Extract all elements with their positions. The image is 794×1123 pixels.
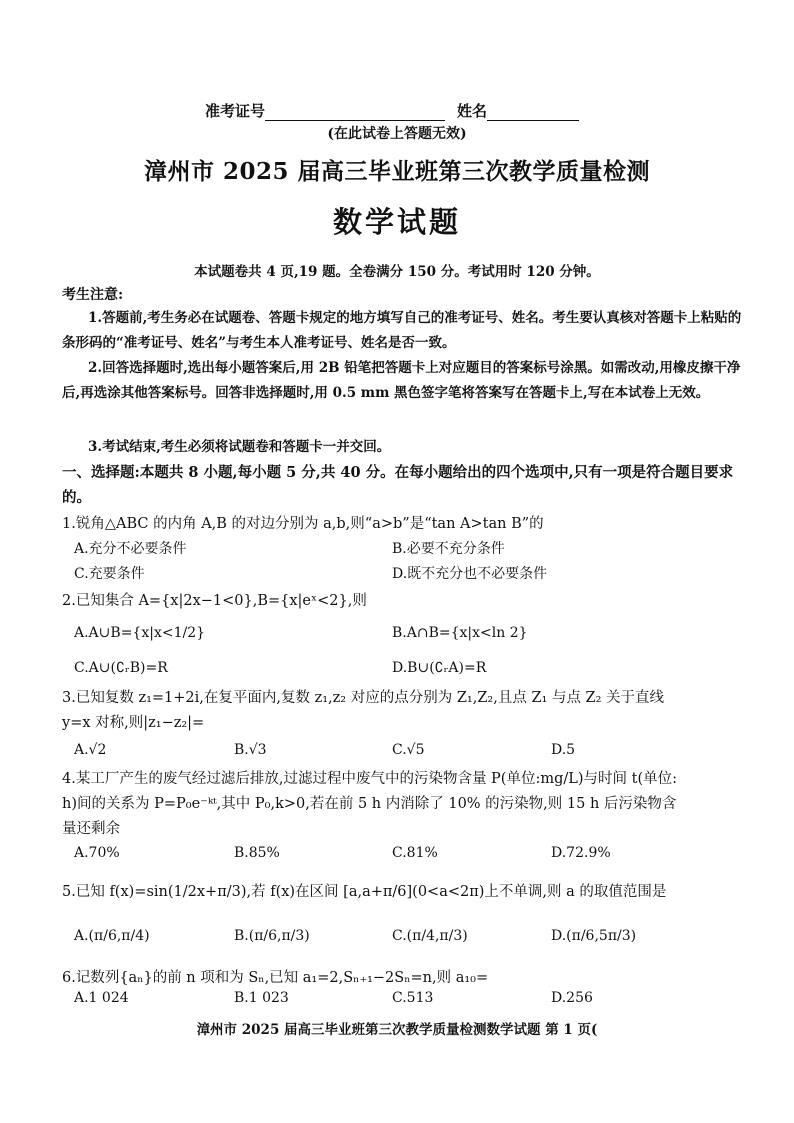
q4-option-b: B.85% — [234, 845, 280, 861]
page-footer: 漳州市 2025 届高三毕业班第三次教学质量检测数学试题 第 1 页( — [196, 1022, 598, 1038]
question-3-stem-line2: y=x 对称,则|z₁−z₂|= — [62, 715, 205, 731]
name-label: 姓名 — [457, 102, 488, 120]
q2-option-c: C.A∪(∁ᵣB)=R — [74, 660, 168, 676]
question-2-stem: 2.已知集合 A={x|2x−1<0},B={x|eˣ<2},则 — [62, 593, 367, 609]
question-3-stem-line1: 3.已知复数 z₁=1+2i,在复平面内,复数 z₁,z₂ 对应的点分别为 Z₁,Z₂,且点 Z₁ 与点 Z₂ 关于直线 — [62, 690, 665, 706]
q1-option-c: C.充要条件 — [74, 566, 145, 582]
q3-option-b: B.√3 — [234, 742, 267, 758]
question-1-stem: 1.锐角△ABC 的内角 A,B 的对边分别为 a,b,则“a>b”是“tan A>tan B”的 — [62, 516, 544, 532]
candidate-info-line — [205, 100, 579, 121]
exam-title: 漳州市 2025 届高三毕业班第三次教学质量检测 — [143, 158, 651, 185]
question-4-stem-line2: h)间的关系为 P=P₀e⁻ᵏᵗ,其中 P₀,k>0,若在前 5 h 内消除了 10% 的污染物,则 15 h 后污染物含 — [62, 796, 677, 812]
ticket-number-label: 准考证号 — [205, 102, 266, 120]
q4-option-c: C.81% — [392, 845, 438, 861]
q6-option-a: A.1 024 — [74, 990, 129, 1006]
ticket-number-blank — [265, 106, 445, 121]
section-1-heading: 一、选择题:本题共 8 小题,每小题 5 分,共 40 分。在每小题给出的四个选项中,只有一项是符合题目要求的。 — [62, 464, 734, 506]
question-4-stem-line3: 量还剩余 — [62, 821, 120, 837]
q3-option-a: A.√2 — [74, 742, 107, 758]
notice-item-1-text: 1.答题前,考生务必在试题卷、答题卡规定的地方填写自己的准考证号、姓名。考生要认真核对答题卡上粘贴的条形码的“准考证号、姓名”与考生本人准考证号、姓名是否一致。 — [62, 310, 742, 351]
q3-option-c: C.√5 — [392, 742, 425, 758]
question-6-stem: 6.记数列{aₙ}的前 n 项和为 Sₙ,已知 a₁=2,Sₙ₊₁−2Sₙ=n,则 a₁₀= — [62, 970, 489, 986]
q5-option-b: B.(π/6,π/3) — [234, 928, 310, 944]
q3-option-d: D.5 — [551, 742, 576, 758]
notice-item-1 — [62, 306, 742, 356]
q6-option-b: B.1 023 — [234, 990, 289, 1006]
exam-meta-line: 本试题卷共 4 页,19 题。全卷满分 150 分。考试用时 120 分钟。 — [194, 264, 600, 280]
q5-option-a: A.(π/6,π/4) — [74, 928, 150, 944]
q6-option-d: D.256 — [551, 990, 593, 1006]
question-5-stem: 5.已知 f(x)=sin(1/2x+π/3),若 f(x)在区间 [a,a+π/6](0<a<2π)上不单调,则 a 的取值范围是 — [62, 884, 667, 900]
notice-item-3-text: 3.考试结束,考生必须将试题卷和答题卡一并交回。 — [88, 439, 391, 455]
q2-option-d: D.B∪(∁ᵣA)=R — [392, 660, 487, 676]
q1-option-b: B.必要不充分条件 — [392, 541, 505, 557]
q5-option-c: C.(π/4,π/3) — [392, 928, 468, 944]
q2-option-b: B.A∩B={x|x<ln 2} — [392, 625, 528, 641]
notice-item-2 — [62, 356, 742, 406]
q1-option-d: D.既不充分也不必要条件 — [392, 566, 548, 582]
q6-option-c: C.513 — [392, 990, 434, 1006]
q4-option-a: A.70% — [74, 845, 120, 861]
question-4-stem-line1: 4.某工厂产生的废气经过滤后排放,过滤过程中废气中的污染物含量 P(单位:mg/L)与时间 t(单位: — [62, 771, 678, 787]
name-blank — [487, 106, 579, 121]
invalid-answer-note: (在此试卷上答题无效) — [327, 126, 467, 142]
notice-heading: 考生注意: — [62, 287, 124, 303]
q4-option-d: D.72.9% — [551, 845, 611, 861]
notice-item-2-text: 2.回答选择题时,选出每小题答案后,用 2B 铅笔把答题卡上对应题目的答案标号涂黑。如需改动,用橡皮擦干净后,再选涂其他答案标号。回答非选择题时,用 0.5 mm 黑色签字笔将答案写在答题卡上,写在本试卷上无效。 — [62, 360, 741, 401]
notice-item-3 — [62, 435, 742, 460]
subject-title: 数学试题 — [332, 205, 461, 239]
q1-option-a: A.充分不必要条件 — [74, 541, 187, 557]
q2-option-a: A.A∪B={x|x<1/2} — [74, 625, 206, 641]
q5-option-d: D.(π/6,5π/3) — [551, 928, 637, 944]
